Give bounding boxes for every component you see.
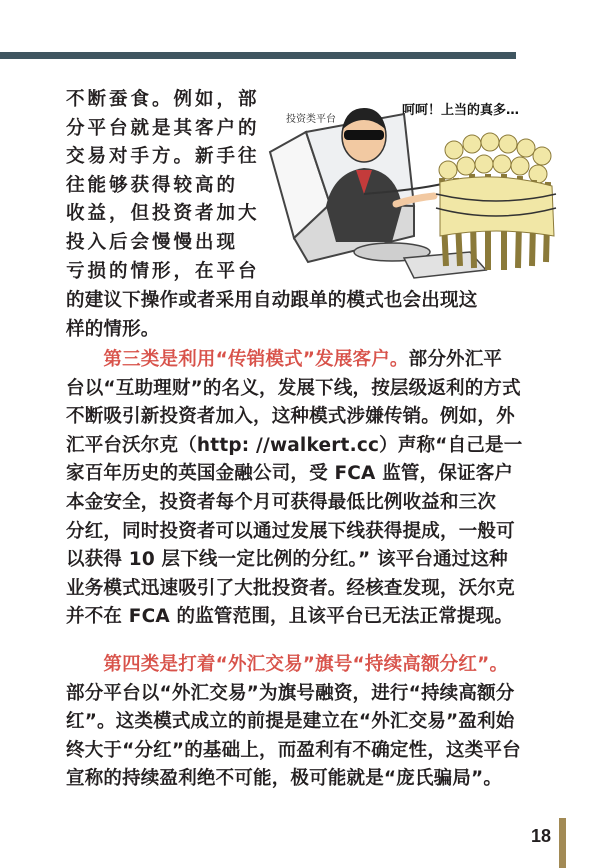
text-line: 的建议下操作或者采用自动跟单的模式也会出现这 [66, 290, 478, 311]
speech-text: 呵呵！上当的真多… [402, 103, 520, 118]
text-line: 分平台就是其客户的 [66, 117, 260, 139]
text-line: 部分外汇平 [408, 349, 503, 370]
header-rule [0, 52, 516, 59]
paragraph-first-line [66, 651, 536, 680]
text-line: 本金安全，投资者每个月可获得最低比例收益和三次 [66, 491, 497, 513]
text-line: 业务模式迅速吸引了大批投资者。经核查发现，沃尔克 [66, 577, 515, 599]
text-line: 并不在 FCA 的监管范围，且该平台已无法正常提现。 [66, 606, 514, 628]
text-line: 不断蚕食。例如，部 [66, 89, 260, 110]
text-line: 终大于“分红”的基础上，而盈利有不确定性，这类平台 [66, 739, 521, 761]
text-line: 往能够获得较高的 [66, 174, 239, 196]
paragraph-heading: 第三类是利用“传销模式”发展客户。 [103, 349, 409, 370]
paragraph-heading: 第四类是打着“外汇交易”旗号“持续高额分红”。 [103, 654, 509, 675]
text-line: 样的情形。 [66, 318, 160, 340]
illustration-label: 投资类平台 [286, 114, 336, 125]
text-line: 亏损的情形，在平台 [66, 260, 260, 282]
text-line: 台以“互助理财”的名义，发展下线，按层级返利的方式 [66, 377, 521, 399]
paragraph-first-line [66, 346, 536, 375]
text-line: 汇平台沃尔克（http: //walkert.cc）声称“自己是一 [66, 434, 523, 456]
page-edge-bar [559, 818, 566, 868]
text-line: 红”。这类模式成立的前提是建立在“外汇交易”盈利始 [66, 711, 515, 733]
text-line: 宣称的持续盈利绝不可能，极可能就是“庞氏骗局”。 [66, 768, 503, 790]
text-line: 分红，同时投资者可以通过发展下线获得提成，一般可 [66, 520, 515, 542]
text-line: 收益，但投资者加大 [66, 203, 260, 225]
text-line: 家百年历史的英国金融公司，受 FCA 监管，保证客户 [66, 463, 514, 485]
text-line: 不断吸引新投资者加入，这种模式涉嫌传销。例如，外 [66, 406, 515, 428]
text-line: 以获得 10 层下线一定比例的分红。” 该平台通过这种 [66, 549, 508, 571]
intro-text-wrapped [66, 86, 260, 286]
paragraph-type-three [66, 346, 536, 632]
cartoon-illustration [264, 86, 560, 286]
intro-text-continued [66, 287, 536, 344]
text-line: 部分平台以“外汇交易”为旗号融资，进行“持续高额分 [66, 682, 515, 704]
paragraph-type-four [66, 651, 536, 794]
text-line: 交易对手方。新手往 [66, 146, 260, 168]
text-line: 投入后会慢慢出现 [66, 231, 239, 253]
page-number: 18 [531, 826, 552, 846]
